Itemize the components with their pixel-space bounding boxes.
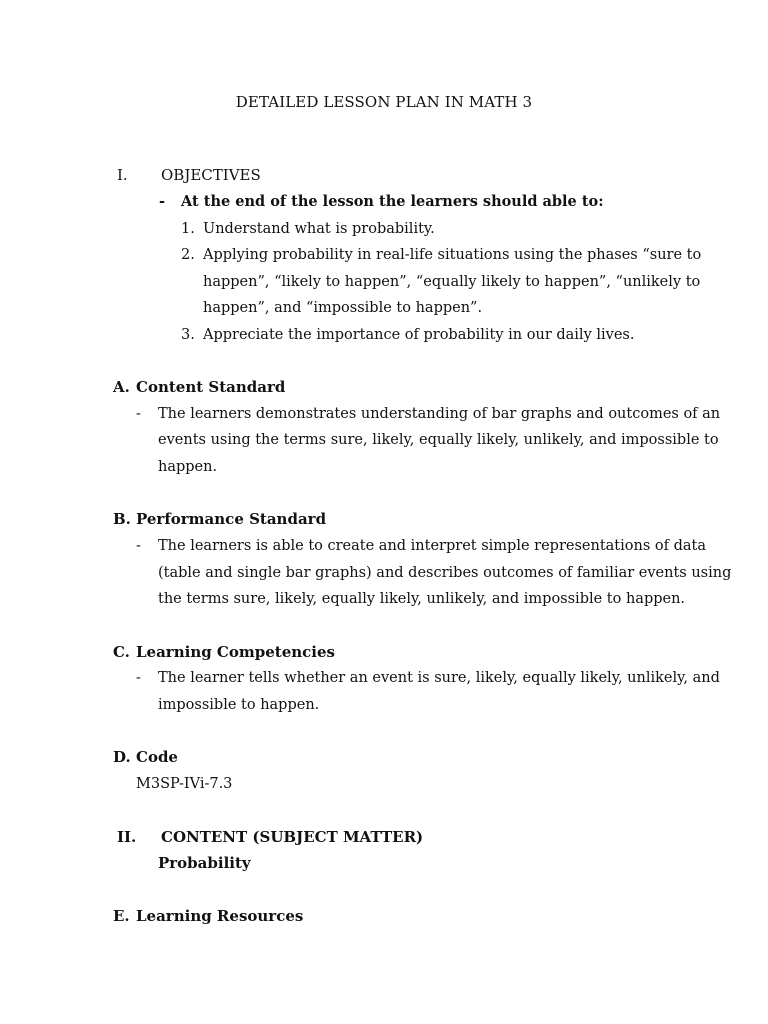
content-numeral: II. (117, 828, 137, 846)
list-dash: - (136, 406, 141, 422)
objective-item-text: Understand what is probability. (203, 221, 435, 237)
content-standard-text: events using the terms sure, likely, equally likely, unlikely, and impossible to (158, 432, 719, 448)
section-letter: B. (113, 510, 131, 528)
objectives-numeral: I. (117, 166, 128, 184)
list-dash: - (136, 538, 141, 554)
objectives-bullet: - (159, 193, 166, 210)
objectives-intro: At the end of the lesson the learners should able to: (181, 193, 604, 210)
section-letter: C. (113, 643, 130, 661)
objective-item-text: happen”, and “impossible to happen”. (203, 300, 483, 316)
content-standard-heading: Content Standard (136, 378, 286, 396)
content-standard-text: The learners demonstrates understanding of bar graphs and outcomes of an (158, 406, 721, 422)
list-dash: - (136, 670, 141, 686)
performance-standard-text: (table and single bar graphs) and describes outcomes of familiar events using (158, 565, 732, 581)
learning-resources-heading: Learning Resources (136, 907, 304, 925)
objective-item-number: 1. (181, 221, 195, 237)
performance-standard-heading: Performance Standard (136, 510, 327, 528)
code-heading: Code (136, 748, 178, 766)
content-subject: Probability (158, 854, 251, 872)
objective-item-text: Appreciate the importance of probability in our daily lives. (203, 327, 635, 343)
section-letter: A. (113, 378, 130, 396)
objective-item-number: 2. (181, 247, 195, 263)
objective-item-text: Applying probability in real-life situations using the phases “sure to (203, 247, 702, 263)
performance-standard-text: The learners is able to create and interpret simple representations of data (158, 538, 706, 554)
learning-competencies-text: The learner tells whether an event is sure, likely, equally likely, unlikely, and (158, 670, 720, 686)
code-value: M3SP-IVi-7.3 (136, 776, 233, 792)
performance-standard-text: the terms sure, likely, equally likely, unlikely, and impossible to happen. (158, 591, 686, 607)
section-letter: E. (113, 907, 130, 925)
content-standard-text: happen. (158, 459, 218, 475)
objective-item-text: happen”, “likely to happen”, “equally likely to happen”, “unlikely to (203, 274, 701, 290)
content-heading: CONTENT (SUBJECT MATTER) (161, 828, 424, 846)
learning-competencies-text: impossible to happen. (158, 697, 320, 713)
document-title: DETAILED LESSON PLAN IN MATH 3 (235, 93, 533, 111)
learning-competencies-heading: Learning Competencies (136, 643, 335, 661)
section-letter: D. (113, 748, 131, 766)
objectives-heading: OBJECTIVES (161, 166, 261, 184)
objective-item-number: 3. (181, 327, 195, 343)
